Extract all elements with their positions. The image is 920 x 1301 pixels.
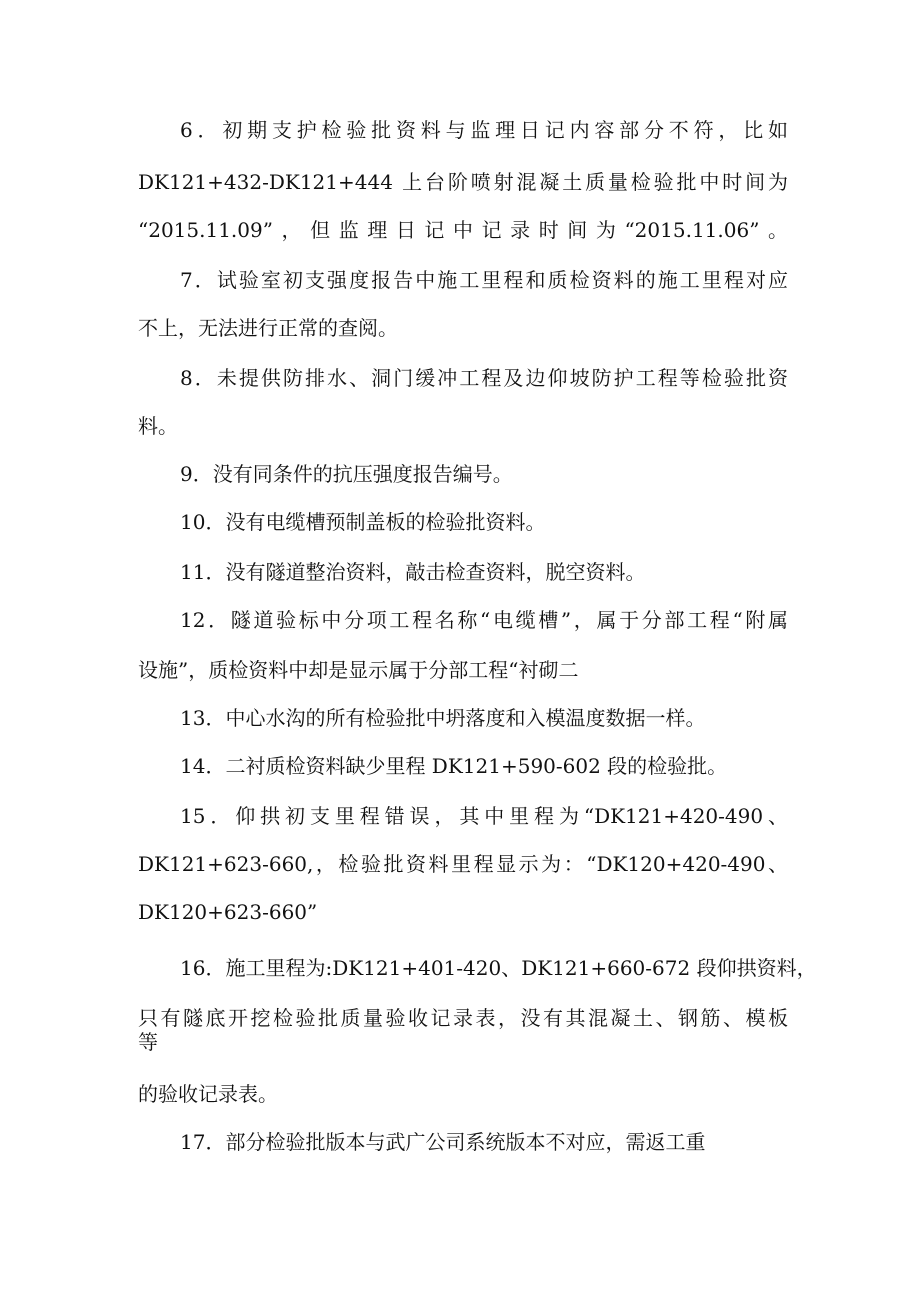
- item-text: ．初期支护检验批资料与监理日记内容部分不符，比如: [192, 118, 788, 142]
- item-12-line-1: [180, 608, 788, 632]
- item-15-line-1: [180, 804, 788, 828]
- item-text: ．未提供防排水、洞门缓冲工程及边仰坡防护工程等检验批资: [192, 366, 788, 390]
- item-number: 6: [180, 118, 193, 142]
- item-16-line-4: 的验收记录表。: [138, 1082, 278, 1106]
- item-number: 14: [180, 754, 206, 778]
- item-text: ．没有同条件的抗压强度报告编号。: [192, 462, 513, 486]
- item-9-line-1: [180, 462, 788, 486]
- item-12-line-2: 设施”，质检资料中却是显示属于分部工程“衬砌二: [138, 658, 579, 682]
- item-7-line-1: [180, 268, 788, 292]
- item-text: ．部分检验批版本与武广公司系统版本不对应，需返工重: [205, 1130, 706, 1154]
- item-text: ．没有电缆槽预制盖板的检验批资料。: [205, 510, 546, 534]
- item-7-line-2: 不上，无法进行正常的查阅。: [138, 316, 398, 340]
- item-text: ．隧道验标中分项工程名称“电缆槽”，属于分部工程“附属: [205, 608, 788, 632]
- item-16-line-1: [180, 956, 817, 980]
- item-number: 7: [180, 268, 193, 292]
- item-text: ．施工里程为:DK121+401-420、DK121+660-672 段仰拱资料，: [205, 956, 817, 980]
- item-16-line-3: 等: [138, 1030, 158, 1054]
- item-number: 8: [180, 366, 193, 390]
- item-text: ．仰拱初支里程错误，其中里程为“DK121+420-490、: [205, 804, 788, 828]
- item-6-line-1: [180, 118, 788, 142]
- item-number: 16: [180, 956, 206, 980]
- item-17-line-1: [180, 1130, 788, 1154]
- item-10-line-1: [180, 510, 788, 534]
- item-number: 17: [180, 1130, 206, 1154]
- item-number: 11: [180, 560, 206, 584]
- item-number: 13: [180, 706, 206, 730]
- item-8-line-2: 料。: [138, 414, 178, 438]
- item-text: ．中心水沟的所有检验批中坍落度和入模温度数据一样。: [205, 706, 706, 730]
- item-14-line-1: [180, 754, 788, 778]
- item-15-line-2: DK121+623-660,，检验批资料里程显示为：“DK120+420-490、: [138, 852, 788, 876]
- item-number: 15: [180, 804, 206, 828]
- item-text: ．没有隧道整治资料，敲击检查资料，脱空资料。: [205, 560, 646, 584]
- item-13-line-1: [180, 706, 788, 730]
- item-number: 12: [180, 608, 206, 632]
- item-text: ．试验室初支强度报告中施工里程和质检资料的施工里程对应: [192, 268, 788, 292]
- item-16-line-2: 只有隧底开挖检验批质量验收记录表，没有其混凝土、钢筋、模板: [138, 1006, 788, 1030]
- item-number: 10: [180, 510, 206, 534]
- item-11-line-1: [180, 560, 788, 584]
- item-8-line-1: [180, 366, 788, 390]
- item-number: 9: [180, 462, 193, 486]
- item-text: ．二衬质检资料缺少里程 DK121+590-602 段的检验批。: [205, 754, 728, 778]
- item-6-line-2: DK121+432-DK121+444 上台阶喷射混凝土质量检验批中时间为: [138, 170, 788, 194]
- item-15-line-3: DK120+623-660”: [138, 900, 318, 924]
- item-6-line-3: “2015.11.09”，但监理日记中记录时间为“2015.11.06”。: [138, 218, 788, 242]
